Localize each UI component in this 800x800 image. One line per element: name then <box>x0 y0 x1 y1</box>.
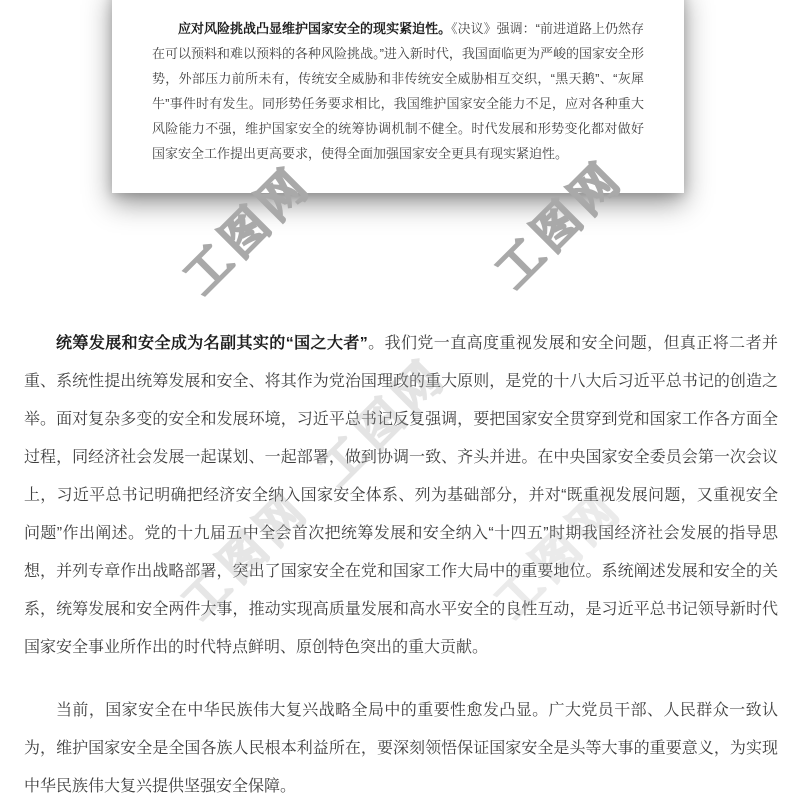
body-paragraph-text: 。我们党一直高度重视发展和安全问题，但真正将二者并重、系统性提出统筹发展和安全、将其作为党治国理政的重大原则，是党的十八大后习近平总书记的创造之举。面对复杂多变的安全和发展环境，习近平总书记反复强调，要把国家安全贯穿到党和国家工作各方面全过程，同经济社会发展一起谋划、一起部署，做到协调一致、齐头并进。在中央国家安全委员会第一次会议上，习近平总书记明确把经济安全纳入国家安全体系、列为基础部分，并对“既重视发展问题，又重视安全问题”作出阐述。党的十九届五中全会首次把统筹发展和安全纳入“十四五”时期我国经济社会发展的指导思想，并列专章作出战略部署，突出了国家安全在党和国家工作大局中的重要地位。系统阐述发展和安全的关系，统筹发展和安全两件大事，推动实现高质量发展和高水平安全的良性互动，是习近平总书记领导新时代国家安全事业所作出的时代特点鲜明、原创特色突出的重大贡献。 <box>24 335 778 656</box>
body-paragraph <box>24 692 778 800</box>
card-paragraph-body: 《决议》强调：“前进道路上仍然存在可以预料和难以预料的各种风险挑战。”进入新时代，我国面临更为严峻的国家安全形势，外部压力前所未有，传统安全威胁和非传统安全威胁相互交织，“黑天鹅”、“灰犀牛”事件时有发生。同形势任务要求相比，我国维护国家安全能力不足，应对各种重大风险能力不强，维护国家安全的统筹协调机制不健全。时代发展和形势变化都对做好国家安全工作提出更高要求，使得全面加强国家安全更具有现实紧迫性。 <box>152 21 644 161</box>
quote-card <box>112 0 684 193</box>
card-paragraph-lead: 应对风险挑战凸显维护国家安全的现实紧迫性。 <box>178 21 452 36</box>
watermark-text: 工图网 <box>484 480 632 628</box>
card-paragraph <box>152 16 644 166</box>
watermark-text: 工图网 <box>171 481 319 629</box>
watermark-text: 工图网 <box>173 156 321 304</box>
document-body <box>24 325 778 800</box>
body-paragraph <box>24 325 778 667</box>
watermark-text: 工图网 <box>308 348 456 496</box>
watermark-text: 工图网 <box>485 150 633 298</box>
body-paragraph-lead: 统筹发展和安全成为名副其实的“国之大者” <box>56 335 368 352</box>
body-paragraph-text: 当前，国家安全在中华民族伟大复兴战略全局中的重要性愈发凸显。广大党员干部、人民群众一致认为，维护国家安全是全国各族人民根本利益所在，要深刻领悟保证国家安全是头等大事的重要意义，为实现中华民族伟大复兴提供坚强安全保障。 <box>24 702 778 795</box>
